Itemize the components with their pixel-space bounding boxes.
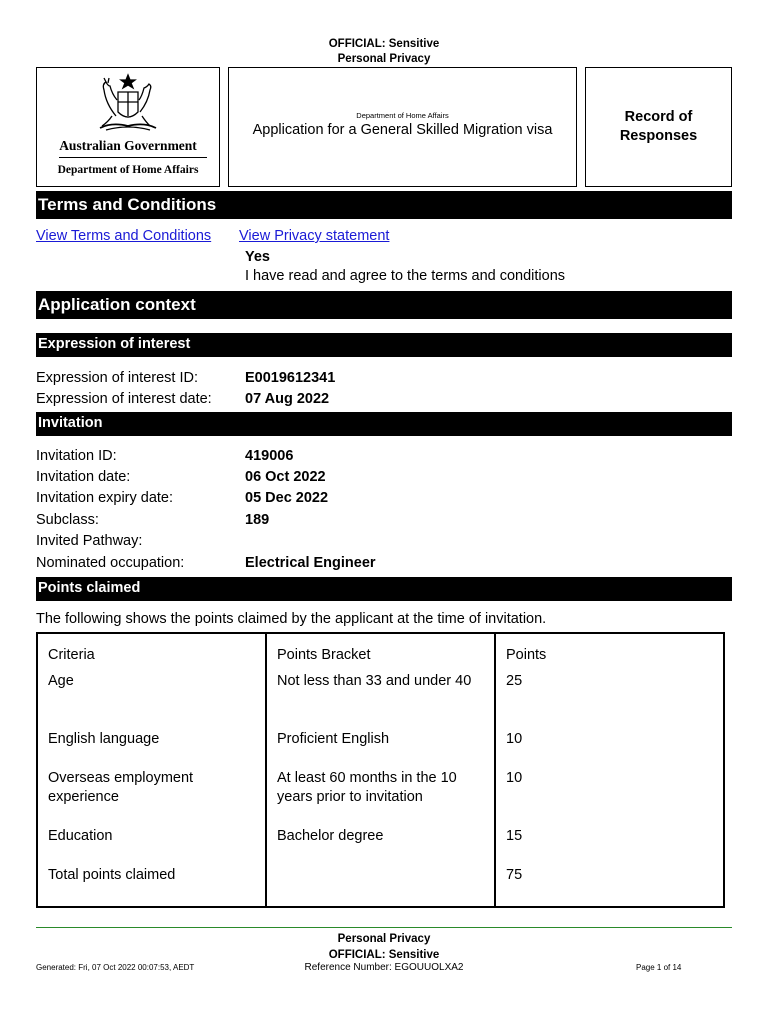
- criteria-cell: Overseas employment experience: [48, 770, 194, 805]
- classification-marking: OFFICIAL: Sensitive: [328, 38, 440, 50]
- terms-statement: I have read and agree to the terms and conditions: [245, 268, 566, 284]
- invitation-date-label: Invitation date:: [36, 469, 131, 485]
- invitation-id-label: Invitation ID:: [36, 448, 117, 464]
- subclass-value: 189: [245, 512, 270, 528]
- eoi-id-label: Expression of interest ID:: [36, 370, 198, 386]
- nominated-occupation-label: Nominated occupation:: [36, 555, 185, 571]
- page-number: Page 1 of 14: [636, 963, 682, 972]
- record-box: [585, 67, 732, 187]
- eoi-date-value: 07 Aug 2022: [245, 391, 330, 407]
- points-table: [36, 632, 725, 908]
- generated-timestamp: Generated: Fri, 07 Oct 2022 00:07:53, AEDT: [36, 963, 195, 972]
- reference-number: Reference Number: EGOUUOLXA2: [304, 962, 464, 973]
- eoi-heading: Expression of interest: [36, 333, 732, 357]
- points-cell: 25: [495, 672, 724, 730]
- form-title: Application for a General Skilled Migration visa: [252, 122, 553, 138]
- footer-divider: [36, 927, 732, 928]
- nominated-occupation-value: Electrical Engineer: [245, 555, 376, 571]
- invitation-date-value: 06 Oct 2022: [245, 469, 326, 485]
- privacy-marking: Personal Privacy: [337, 53, 431, 65]
- table-row: [37, 769, 724, 827]
- invitation-id-value: 419006: [245, 448, 294, 464]
- bracket-cell: Bachelor degree: [266, 827, 495, 866]
- coat-of-arms-icon: [92, 72, 164, 134]
- subclass-label: Subclass:: [36, 512, 99, 528]
- points-cell: 75: [495, 866, 724, 907]
- terms-link[interactable]: View Terms and Conditions: [36, 228, 212, 244]
- criteria-cell: Total points claimed: [48, 867, 176, 883]
- footer-privacy-marking: Personal Privacy: [337, 933, 431, 945]
- points-cell: 10: [495, 730, 724, 769]
- footer-classification-marking: OFFICIAL: Sensitive: [328, 949, 440, 961]
- invitation-heading: Invitation: [36, 412, 732, 436]
- bracket-cell: Proficient English: [266, 730, 495, 769]
- logo-divider: [59, 157, 207, 158]
- department-name: Department of Home Affairs: [57, 164, 199, 176]
- invitation-expiry-label: Invitation expiry date:: [36, 490, 174, 506]
- table-header-row: [37, 633, 724, 672]
- government-logo-box: [36, 67, 220, 187]
- criteria-cell: Age: [48, 673, 74, 689]
- criteria-cell: English language: [48, 731, 160, 747]
- record-title: Record of Responses: [619, 109, 698, 144]
- terms-heading: Terms and Conditions: [36, 191, 732, 219]
- government-name: Australian Government: [59, 138, 197, 153]
- bracket-cell: [266, 866, 495, 907]
- bracket-cell: At least 60 months in the 10 years prior to invitation: [266, 769, 495, 827]
- table-row-total: [37, 866, 724, 907]
- eoi-date-label: Expression of interest date:: [36, 391, 212, 407]
- invitation-expiry-value: 05 Dec 2022: [245, 490, 329, 506]
- points-intro: The following shows the points claimed by the applicant at the time of invitation.: [36, 611, 547, 627]
- points-heading: Points claimed: [36, 577, 732, 601]
- points-cell: 10: [495, 769, 724, 827]
- table-row: [37, 827, 724, 866]
- eoi-id-value: E0019612341: [245, 370, 336, 386]
- table-row: [37, 672, 724, 730]
- bracket-cell: Not less than 33 and under 40: [266, 672, 495, 730]
- column-header: Points Bracket: [266, 633, 495, 672]
- form-title-box: [228, 67, 577, 187]
- invited-pathway-label: Invited Pathway:: [36, 533, 143, 549]
- form-department: Department of Home Affairs: [356, 111, 449, 120]
- privacy-statement-link[interactable]: View Privacy statement: [239, 228, 390, 244]
- terms-answer: Yes: [245, 249, 270, 265]
- column-header: Points: [495, 633, 724, 672]
- criteria-cell: Education: [48, 828, 113, 844]
- application-context-heading: Application context: [36, 291, 732, 319]
- column-header: Criteria: [48, 647, 95, 663]
- table-row: [37, 730, 724, 769]
- points-cell: 15: [495, 827, 724, 866]
